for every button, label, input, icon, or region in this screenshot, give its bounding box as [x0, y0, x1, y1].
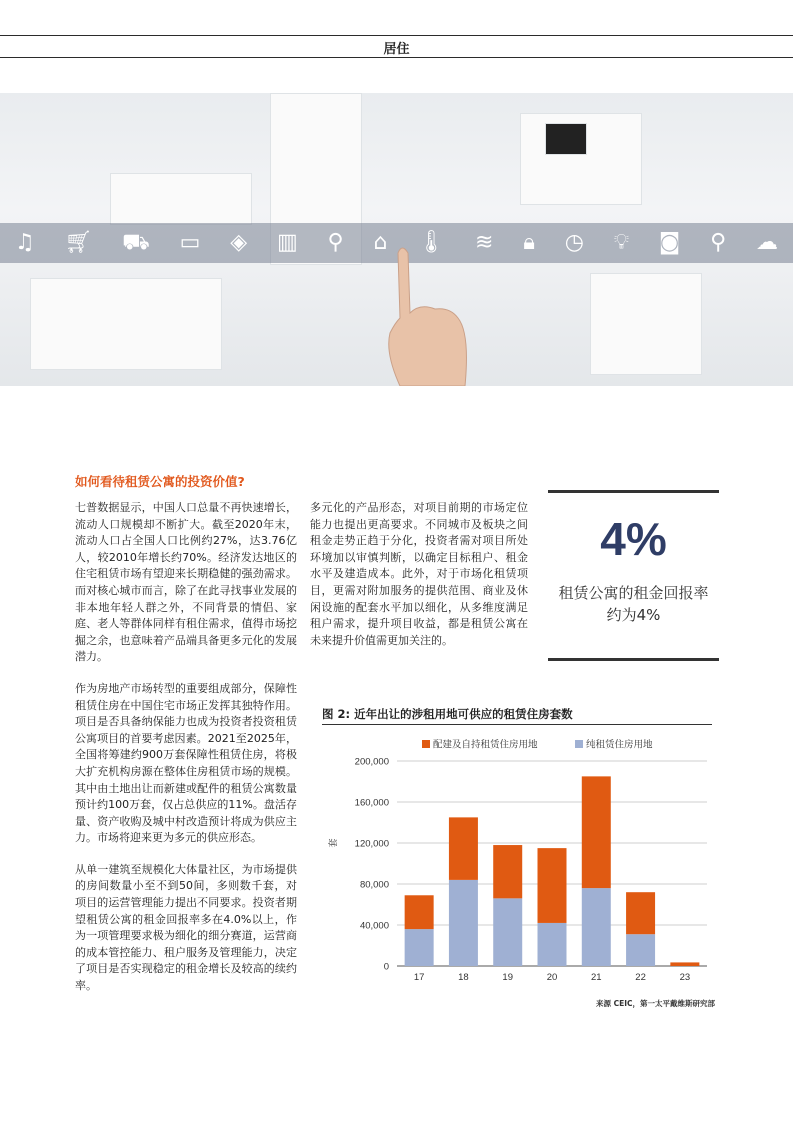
- music-icon: ♫: [14, 230, 35, 255]
- header-rule-bottom: [0, 57, 793, 58]
- stat-caption: 租赁公寓的租金回报率约为4%: [558, 584, 709, 624]
- y-tick-label: 40,000: [359, 920, 389, 932]
- x-tick-label: 20: [546, 972, 558, 983]
- lock-icon: 🔒︎: [523, 230, 535, 255]
- stat-rule-top: [548, 490, 719, 493]
- article-heading: 如何看待租赁公寓的投资价值?: [75, 474, 245, 489]
- chart-source: 来源 CEIC，第一太平戴维斯研究部: [595, 999, 715, 1008]
- bar-segment: [449, 880, 478, 966]
- y-tick-label: 0: [383, 961, 389, 973]
- bar-segment: [626, 934, 655, 966]
- chart-title: 图 2: 近年出让的涉租用地可供应的租赁住房套数: [322, 707, 573, 721]
- x-tick-label: 19: [502, 972, 514, 983]
- y-tick-label: 120,000: [354, 838, 389, 850]
- legend-label: 纯租赁住房用地: [586, 739, 653, 751]
- hero-counter: [110, 173, 252, 225]
- bar-segment: [582, 888, 611, 966]
- paragraph: 多元化的产品形态，对项目前期的市场定位能力也提出更高要求。不同城市及板块之间租金走势正趋于分化，投资者需对项目所处环境加以审慎判断，以确定目标租户、租金水平及建造成本。此外，对于市场化租赁项目，更需对附加服务的提供范围、商业及休闲设施的配套水平加以细化，从多维度满足租户需求，提升项目收益，都是租赁公寓在未来提升价值需更加关注的。: [310, 501, 528, 647]
- hero-bed: [30, 278, 222, 370]
- hero-image: [0, 93, 793, 386]
- y-tick-label: 160,000: [354, 797, 389, 809]
- bar-segment: [538, 848, 567, 923]
- bar-segment: [405, 895, 434, 929]
- bar-segment: [538, 923, 567, 966]
- x-tick-label: 23: [679, 972, 691, 983]
- paragraph: 七普数据显示，中国人口总量不再快速增长，流动人口规模却不断扩大。截至2020年末，流动人口占全国人口比例约27%，达3.76亿人，较2010年增长约70%。经济发达地区的住宅租赁市场有望迎来长期稳健的强劲需求。而对核心城市而言，除了在此寻找事业发展的非本地年轻人群之外，不同背景的情侣、家庭、老人等群体同样有租住需求，值得市场挖掘之余，也意味着产品端具备更多元化的发展潜力。: [75, 501, 297, 664]
- hero-tv: [545, 123, 587, 155]
- article-column-1: [75, 500, 297, 1010]
- search-icon: ⚲: [710, 230, 727, 255]
- paragraph: 作为房地产市场转型的重要组成部分，保障性租赁住房在中国住宅市场正发挥其独特作用。项目是否具备纳保能力也成为投资者投资租赁公寓项目的首要考虑因素。2021至2025年，全国将筹建约900万套保障性租赁住房，将极大扩充机构房源在整体住房租赁市场的规模。其中由土地出让而新建或配件的租赁公寓数量预计约100万套，仅占总供应的11%。盘活存量、资产收购及城中村改造预计将成为供应主力。市场将迎来更为多元的供应形态。: [75, 681, 297, 845]
- thermometer-icon: 🌡︎: [417, 230, 446, 255]
- y-tick-label: 80,000: [359, 879, 389, 891]
- stat-value: 4%: [600, 513, 667, 565]
- paragraph: 从单一建筑至规模化大体量社区，为市场提供的房间数量小至不到50间，多则数千套，对项目的运营管理能力提出不同要求。投资者期望租赁公寓的租金回报率多在4.0%以上，作为一项管理要求极为细化的细分赛道，运营商的成本管控能力、租户服务及管理能力，决定了项目是否实现稳定的租金增长及较高的续约率。: [75, 862, 297, 993]
- bar-segment: [626, 892, 655, 934]
- section-header-title: 居住: [383, 42, 410, 57]
- legend-swatch: [575, 740, 583, 748]
- bar-segment: [405, 929, 434, 966]
- x-tick-label: 17: [413, 972, 425, 983]
- cloud-icon: ☁: [756, 230, 778, 255]
- stat-rule-bottom: [548, 658, 719, 661]
- legend-swatch: [422, 740, 430, 748]
- cart-icon: 🛒︎: [64, 230, 93, 255]
- header-rule-top: [0, 35, 793, 36]
- x-tick-label: 18: [458, 972, 469, 983]
- car-icon: ⛟: [122, 230, 150, 255]
- bar-segment: [582, 776, 611, 888]
- y-tick-label: 200,000: [354, 756, 389, 768]
- bar-segment: [449, 817, 478, 880]
- x-tick-label: 22: [635, 972, 646, 983]
- chart-title-rule: [322, 724, 712, 725]
- stacked-bar-chart: [322, 728, 712, 993]
- clock-icon: ◷: [564, 230, 584, 255]
- pointing-hand: [380, 243, 470, 386]
- article-column-2: [310, 500, 528, 664]
- tv-icon: ▭: [179, 230, 201, 255]
- stat-callout: [548, 490, 719, 661]
- washer-icon: ◙: [658, 230, 681, 255]
- film-icon: ▥: [276, 230, 298, 255]
- camera-icon: ◈: [230, 230, 248, 255]
- bar-segment: [493, 845, 522, 898]
- legend-label: 配建及自持租赁住房用地: [433, 739, 538, 751]
- x-tick-label: 21: [590, 972, 602, 983]
- home-icon: ⌂: [373, 230, 388, 255]
- hero-bath: [590, 273, 702, 375]
- y-axis-label: 套: [329, 838, 339, 848]
- bulb-icon: 💡︎: [613, 230, 630, 255]
- wifi-icon: ≋: [474, 230, 494, 255]
- bar-segment: [670, 962, 699, 966]
- bar-segment: [493, 898, 522, 966]
- faucet-icon: ⚲: [327, 230, 344, 255]
